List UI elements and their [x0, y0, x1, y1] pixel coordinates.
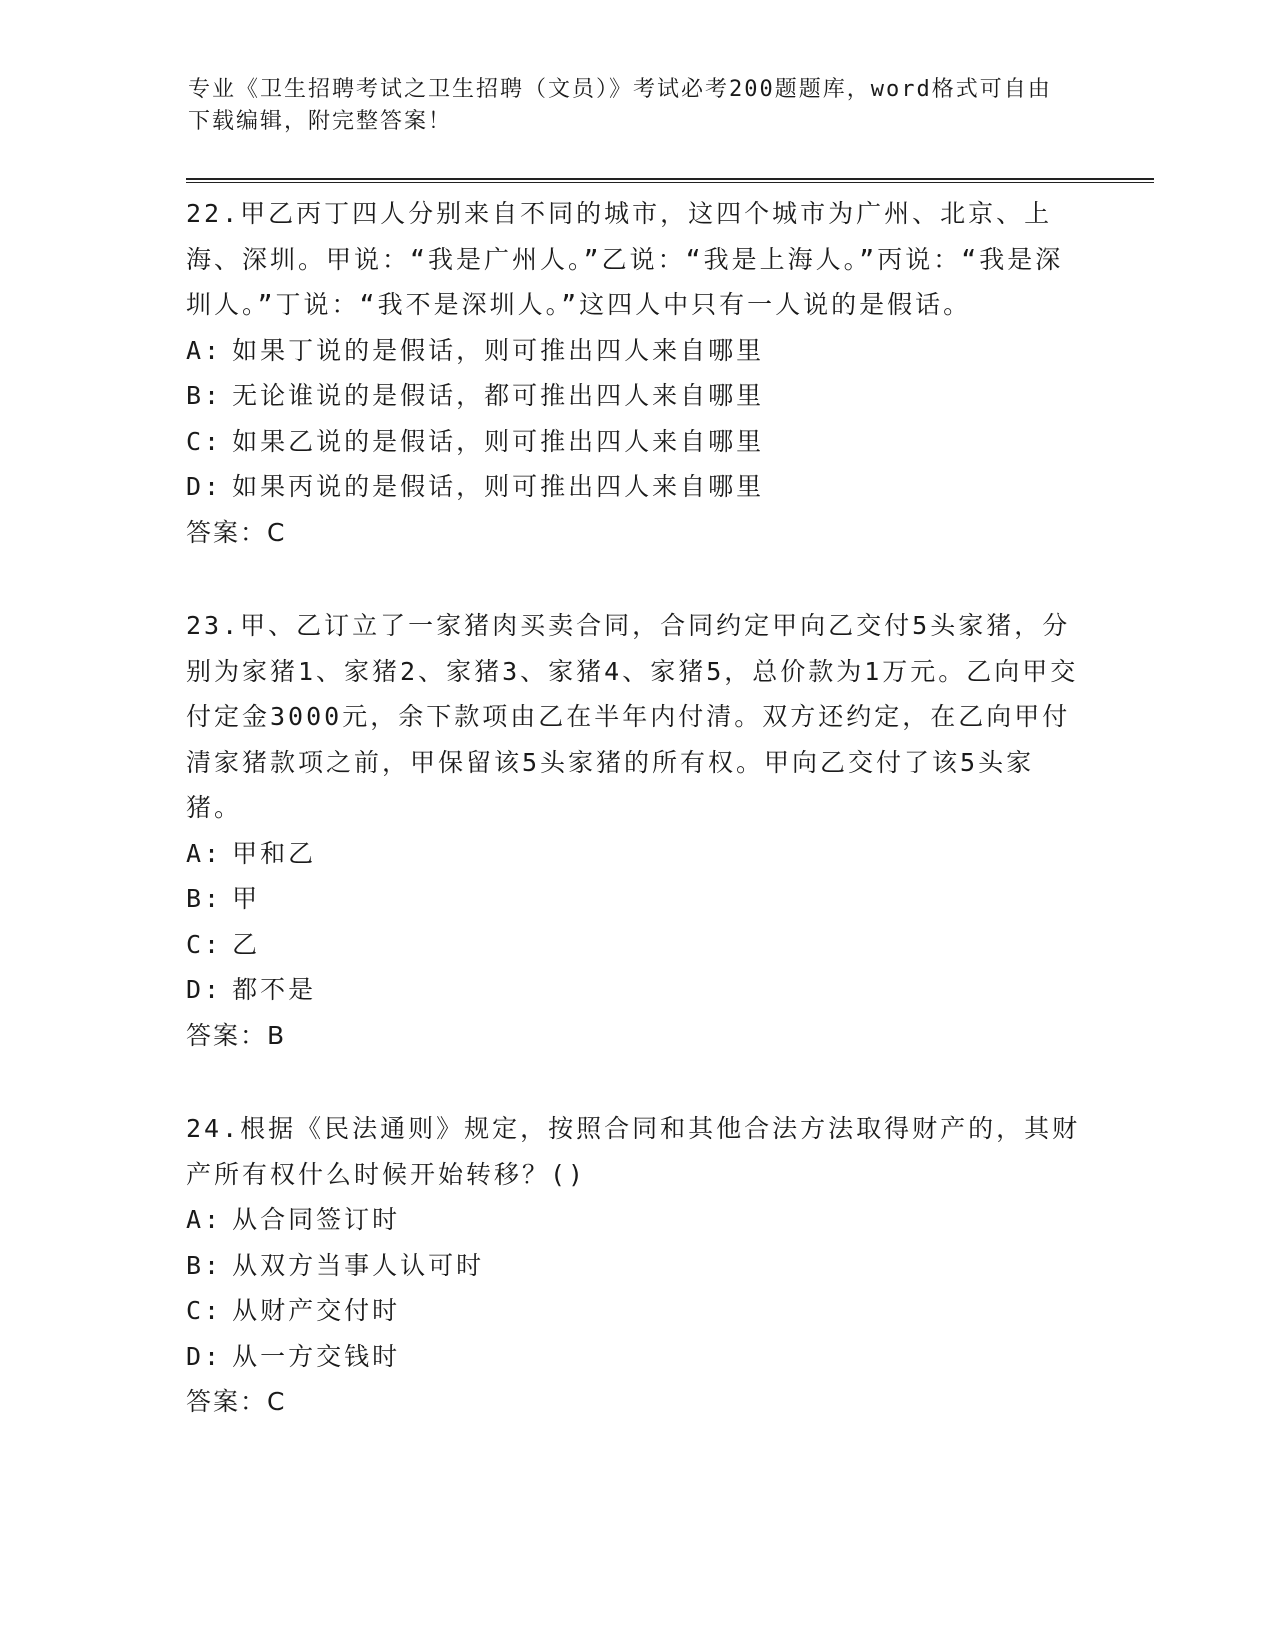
option-key: B:	[186, 1250, 223, 1280]
option-d	[186, 1334, 1086, 1380]
option-a	[186, 831, 1086, 877]
option-text: 都不是	[232, 975, 317, 1004]
option-text: 从合同签订时	[232, 1205, 401, 1234]
answer-line: 答案：C	[186, 1387, 287, 1416]
page-header: 专业《卫生招聘考试之卫生招聘（文员）》考试必考200题题库，word格式可自由下载编辑，附完整答案！	[188, 77, 1052, 134]
question-stem: 24.根据《民法通则》规定，按照合同和其他合法方法取得财产的，其财产所有权什么时候开始转移？()	[186, 1114, 1081, 1189]
option-text: 如果乙说的是假话，则可推出四人来自哪里	[232, 426, 765, 456]
option-key: A:	[186, 1205, 223, 1234]
question-stem: 23.甲、乙订立了一家猪肉买卖合同，合同约定甲向乙交付5头家猪，分别为家猪1、家猪2、家猪3、家猪4、家猪5，总价款为1万元。乙向甲交付定金3000元，余下款项由乙在半年内付清。双方还约定，在乙向甲付清家猪款项之前，甲保留该5头家猪的所有权。甲向乙交付了该5头家猪。	[186, 611, 1079, 822]
option-text: 如果丁说的是假话，则可推出四人来自哪里	[232, 335, 765, 365]
option-key: B:	[186, 884, 223, 913]
option-text: 如果丙说的是假话，则可推出四人来自哪里	[232, 472, 765, 501]
option-text: 甲和乙	[232, 838, 317, 868]
answer-line: 答案：C	[186, 517, 287, 547]
answer-line: 答案：B	[186, 1020, 287, 1050]
option-b	[186, 1243, 1086, 1289]
option-key: B:	[186, 381, 223, 410]
option-text: 从财产交付时	[232, 1296, 401, 1325]
option-key: D:	[186, 472, 223, 501]
header-divider	[186, 178, 1154, 180]
option-key: A:	[186, 335, 223, 365]
option-b	[186, 373, 1086, 419]
option-key: A:	[186, 838, 223, 868]
option-key: D:	[186, 1341, 223, 1371]
header-divider-thin	[186, 182, 1154, 183]
question-23	[186, 603, 1086, 1058]
option-c	[186, 419, 1086, 465]
option-text: 乙	[232, 929, 261, 959]
option-key: C:	[186, 426, 223, 456]
question-list	[186, 191, 1086, 1473]
option-a	[186, 1197, 1086, 1243]
option-c	[186, 1288, 1086, 1334]
question-22	[186, 191, 1086, 555]
option-b	[186, 876, 1086, 922]
option-text: 甲	[232, 884, 261, 913]
option-text: 无论谁说的是假话，都可推出四人来自哪里	[232, 381, 765, 410]
option-text: 从一方交钱时	[232, 1341, 401, 1371]
option-key: C:	[186, 1296, 223, 1325]
option-d	[186, 464, 1086, 510]
option-key: C:	[186, 929, 223, 959]
option-c	[186, 922, 1086, 968]
option-text: 从双方当事人认可时	[232, 1250, 485, 1280]
option-d	[186, 967, 1086, 1013]
option-a	[186, 328, 1086, 374]
question-stem: 22.甲乙丙丁四人分别来自不同的城市，这四个城市为广州、北京、上海、深圳。甲说：“我是广州人。”乙说：“我是上海人。”丙说：“我是深圳人。”丁说：“我不是深圳人。”这四人中只有一人说的是假话。	[186, 199, 1064, 319]
option-key: D:	[186, 975, 223, 1004]
question-24	[186, 1106, 1086, 1425]
